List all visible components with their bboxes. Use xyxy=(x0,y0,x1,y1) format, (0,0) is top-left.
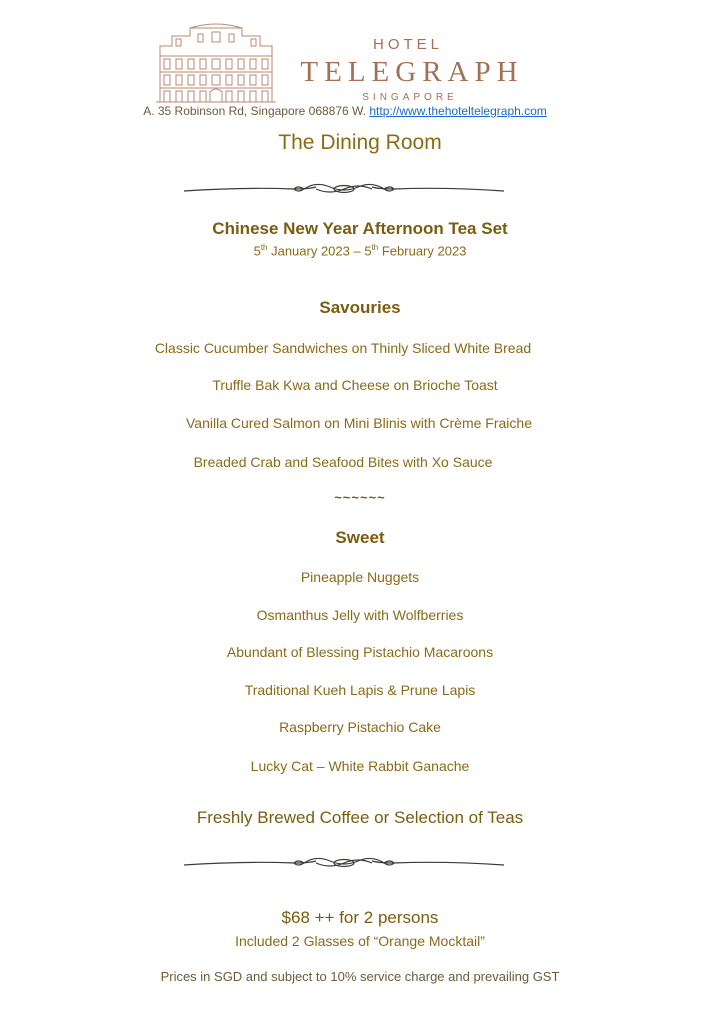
brand-city-label: SINGAPORE xyxy=(362,92,458,103)
date-end-day: 5 xyxy=(364,243,372,259)
ornament-divider-icon xyxy=(184,853,504,873)
ornament-divider-icon xyxy=(184,179,504,199)
sweet-item: Lucky Cat – White Rabbit Ganache xyxy=(250,758,470,774)
beverage-line: Freshly Brewed Coffee or Selection of Teas xyxy=(196,808,524,827)
savoury-item: Breaded Crab and Seafood Bites with Xo Sauce xyxy=(193,454,493,470)
date-end-rest: February 2023 xyxy=(378,243,467,259)
brand-name: TELEGRAPH xyxy=(300,56,524,88)
price-line: $68 ++ for 2 persons xyxy=(281,908,439,927)
included-line: Included 2 Glasses of “Orange Mocktail” xyxy=(235,933,485,949)
hotel-building-logo-icon xyxy=(154,22,278,104)
pricing-note: Prices in SGD and subject to 10% service charge and prevailing GST xyxy=(160,969,560,984)
savouries-heading: Savouries xyxy=(319,298,401,317)
date-start-rest: January 2023 – xyxy=(267,243,365,259)
sweet-item: Abundant of Blessing Pistachio Macaroons xyxy=(226,644,494,660)
date-start-day: 5 xyxy=(253,243,261,259)
brand-hotel-label: HOTEL xyxy=(372,36,443,53)
savoury-item: Classic Cucumber Sandwiches on Thinly Sliced White Bread xyxy=(154,340,532,356)
venue-title: The Dining Room xyxy=(278,131,442,154)
sweet-item: Traditional Kueh Lapis & Prune Lapis xyxy=(244,682,476,698)
sweet-item: Pineapple Nuggets xyxy=(300,569,420,585)
tea-set-dates xyxy=(0,243,720,258)
date-end-suffix: th xyxy=(371,243,379,252)
sweet-item: Raspberry Pistachio Cake xyxy=(279,719,441,735)
savoury-item: Truffle Bak Kwa and Cheese on Brioche Toast xyxy=(212,377,498,393)
address-text: A. 35 Robinson Rd, Singapore 068876 W. xyxy=(143,104,370,118)
sweet-item: Osmanthus Jelly with Wolfberries xyxy=(256,607,464,623)
tea-set-title: Chinese New Year Afternoon Tea Set xyxy=(212,219,508,238)
website-link[interactable]: http://www.thehoteltelegraph.com xyxy=(369,104,547,118)
savoury-item: Vanilla Cured Salmon on Mini Blinis with Crème Fraiche xyxy=(186,415,532,431)
date-start-suffix: th xyxy=(260,243,268,252)
address-line xyxy=(0,104,690,118)
section-separator: ~~~~~~ xyxy=(334,490,386,505)
sweet-heading: Sweet xyxy=(335,528,385,547)
